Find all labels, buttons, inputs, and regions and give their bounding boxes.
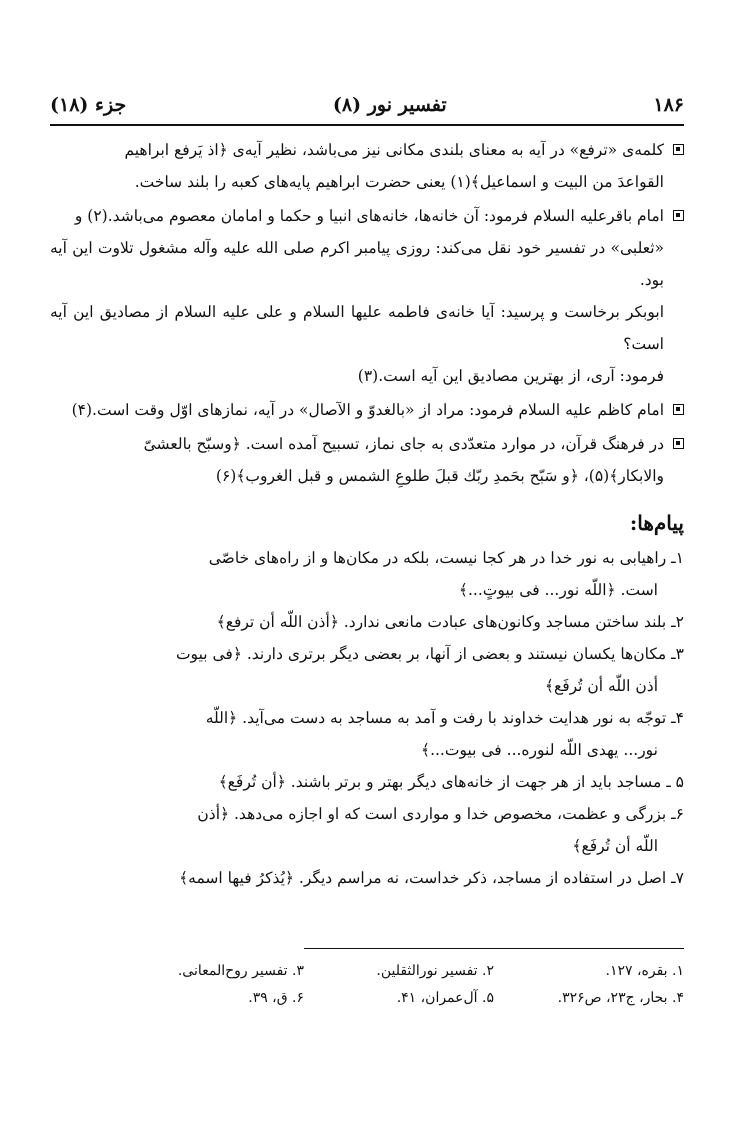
note-line: والابکار﴾(۵)، ﴿و سَبّح بحَمدِ ربّك قبلَ طلوعِ الشمس و قبل الغروب﴾(۶)	[215, 467, 664, 485]
footnote: ۴. بحار، ج۲۳، ص۳۲۶.	[557, 990, 684, 1006]
message-item	[50, 638, 684, 702]
message-line: ۳ـ مکان‌ها یکسان نیستند و بعضی از آنها، بر بعضی دیگر برتری دارند. ﴿فی بیوت	[175, 645, 684, 663]
footnote-row	[50, 958, 684, 985]
message-item	[50, 606, 684, 638]
message-item	[50, 798, 684, 862]
footnote-divider	[304, 948, 684, 949]
message-line: اللّه أن تُرفَع﴾	[572, 837, 658, 855]
footnote: ۲. تفسیر نورالثقلین.	[376, 963, 494, 979]
juz-label: جزء (۱۸)	[50, 94, 127, 116]
square-bullet-icon	[673, 404, 684, 415]
page-number: ۱۸۶	[653, 94, 684, 116]
footnotes	[50, 958, 684, 1012]
messages-heading: پیام‌ها:	[629, 511, 684, 535]
square-bullet-icon	[673, 438, 684, 449]
running-header	[50, 90, 684, 120]
note-line: در فرهنگ قرآن، در موارد متعدّدی به جای نماز، تسبیح آمده است. ﴿وسبّح بالعشیّ	[143, 435, 664, 453]
note-line: «ثعلبی» در تفسیر خود نقل می‌کند: روزی پیامبر اکرم صلی الله علیه وآله مشغول تلاوت این آیه بود.	[50, 239, 664, 289]
message-line: أذن اللّه أن تُرفَع﴾	[544, 677, 658, 695]
page	[50, 90, 684, 1006]
note-line: کلمه‌ی «ترفع» در آیه به معنای بلندی مکانی نیز می‌باشد، نظیر آیه‌ی ﴿اذ یَرفع ابراهیم	[124, 141, 664, 159]
message-line: ۶ـ بزرگی و عظمت، مخصوص خدا و مواردی است که او اجازه می‌دهد. ﴿أذن	[197, 805, 684, 823]
note-line: ابوبکر برخاست و پرسید: آیا خانه‌ی فاطمه علیها السلام و علی علیه السلام از مصادیق این آیه است؟	[50, 303, 664, 353]
message-line: ۱ـ راهیابی به نور خدا در هر کجا نیست، بلکه در مکان‌ها و از راه‌های خاصّی	[208, 549, 684, 567]
note-item	[50, 200, 684, 392]
note-line: القواعدَ من البیت و اسماعیل﴾(۱) یعنی حضرت ابراهیم پایه‌های کعبه را بلند ساخت.	[134, 173, 664, 191]
note-line: فرمود: آری، از بهترین مصادیق این آیه است.(۳)	[357, 367, 664, 385]
footnote-row	[50, 985, 684, 1012]
square-bullet-icon	[673, 210, 684, 221]
messages-section	[50, 542, 684, 894]
message-item	[50, 862, 684, 894]
message-item	[50, 542, 684, 606]
message-line: است. ﴿اللّه نور... فی بیوتٍ...﴾	[458, 581, 658, 599]
header-divider	[50, 124, 684, 126]
footnote: ۶. ق، ۳۹.	[248, 990, 304, 1006]
square-bullet-icon	[673, 144, 684, 155]
note-item	[50, 134, 684, 198]
footnote: ۵. آل‌عمران، ۴۱.	[396, 990, 494, 1006]
message-line: ۷ـ اصل در استفاده از مساجد، ذکر خداست، نه مراسم دیگر. ﴿یُذکرُ فیها اسمه﴾	[179, 869, 684, 887]
note-line: امام کاظم علیه السلام فرمود: مراد از «بالغدوّ و الآصال» در آیه، نمازهای اوّل وقت است.(۴)	[71, 401, 664, 419]
message-line: ۴ـ توجّه به نور هدایت خداوند با رفت و آمد به مساجد به دست می‌آید. ﴿اللّه	[205, 709, 684, 727]
note-item	[50, 394, 684, 426]
footnote: ۱. بقره، ۱۲۷.	[605, 963, 684, 979]
message-line: نور... یهدی اللّه لنوره... فی بیوت...﴾	[421, 741, 658, 759]
notes-section	[50, 134, 684, 492]
footnote: ۳. تفسیر روح‌المعانی.	[177, 963, 304, 979]
note-item	[50, 428, 684, 492]
message-line: ۲ـ بلند ساختن مساجد وکانون‌های عبادت مانعی ندارد. ﴿أذن اللّه أن ترفع﴾	[216, 613, 684, 631]
message-item	[50, 702, 684, 766]
book-title: تفسیر نور (۸)	[332, 94, 447, 116]
note-line: امام باقرعلیه السلام فرمود: آن خانه‌ها، خانه‌های انبیا و حکما و امامان معصوم می‌باشد.(۲) و	[74, 207, 664, 225]
message-line: ۵ ـ مساجد باید از هر جهت از خانه‌های دیگر بهتر و برتر باشند. ﴿أن تُرفَع﴾	[218, 773, 684, 791]
message-item	[50, 766, 684, 798]
